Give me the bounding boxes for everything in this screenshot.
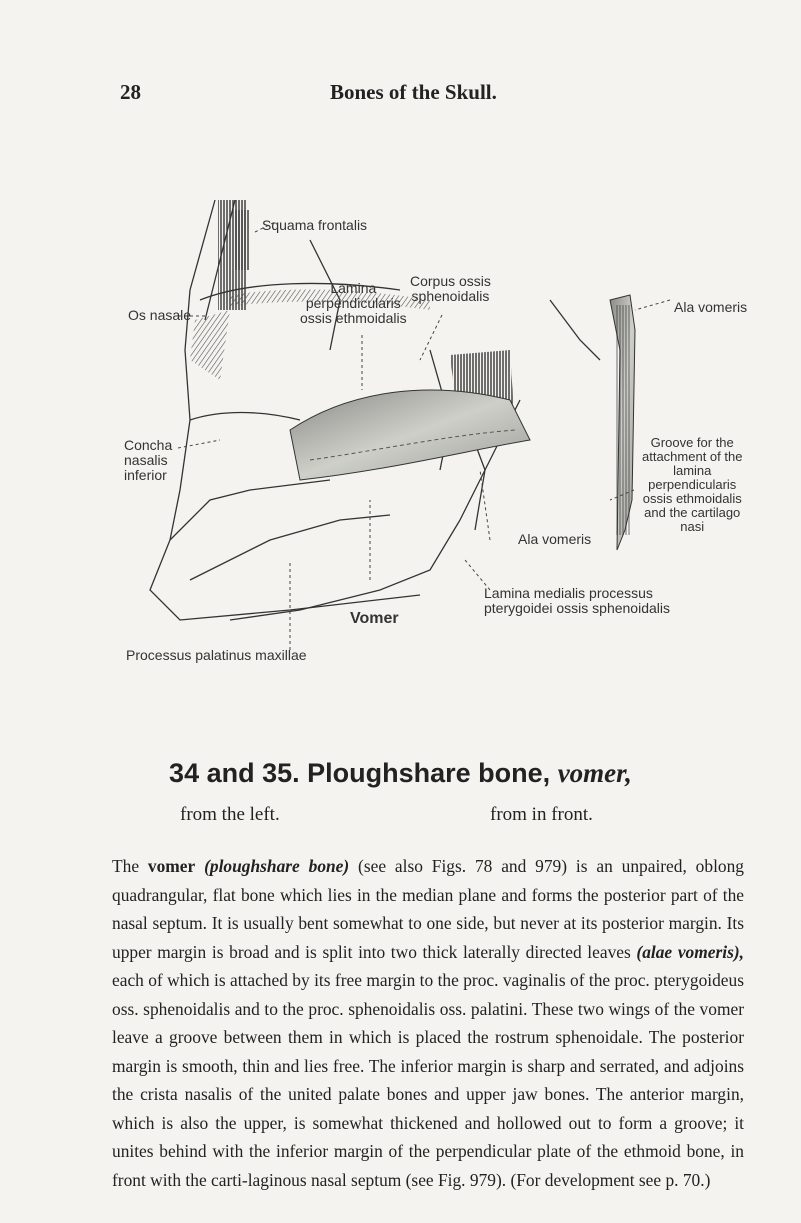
vomer-illustration xyxy=(124,170,748,690)
label-squama-frontalis: Squama frontalis xyxy=(262,217,368,233)
body-text-2: (see also Figs. 78 and 979) is an unpaired, oblong quadrangular, flat bone which lies in the median plane and forms the posterior part of the nasal septum. It is usually bent somewhat to one side, but never at its posterior margin. Its upper margin is broad and is split into two thick laterally directed leaves xyxy=(112,856,744,962)
label-os-nasale: Os nasale xyxy=(128,307,192,323)
caption-latin: vomer, xyxy=(557,758,632,788)
body-italic-1: (ploughshare bone) xyxy=(195,856,350,876)
label-concha-nasalis: Concha nasalis inferior xyxy=(124,437,173,483)
label-ala-vomeris-mid: Ala vomeris xyxy=(518,531,592,547)
page-number: 28 xyxy=(120,80,141,104)
running-title: Bones of the Skull. xyxy=(330,80,497,104)
label-processus-palatinus: Processus palatinus maxillae xyxy=(126,647,307,663)
label-lamina-perpendicularis: Lamina perpendicularis ossis ethmoidalis xyxy=(300,280,407,326)
figure-caption xyxy=(0,758,801,789)
label-vomer: Vomer xyxy=(350,610,399,627)
body-paragraph xyxy=(112,852,744,1194)
caption-number: 34 and 35. xyxy=(169,758,300,788)
body-text-3: each of which is attached by its free margin to the proc. vaginalis of the proc. pterygoideus oss. sphenoidalis and to the proc. sphenoidalis oss. palatini. These two wings of the vomer leave a groove between them in which is placed the rostrum sphenoidale. The posterior margin is smooth, thin and lies free. The inferior margin is sharp and serrated, and adjoins the crista nasalis of the united palate bones and upper jaw bones. The anterior margin, which is also the upper, is somewhat thickened and hollowed out to form a groove; it unites behind with the inferior margin of the perpendicular plate of the ethmoid bone, in front with the carti-laginous nasal septum (see Fig. 979). (For development see p. 70.) xyxy=(112,970,744,1190)
caption-title: Ploughshare bone, xyxy=(307,758,551,788)
body-italic-2: (alae vomeris), xyxy=(636,941,744,962)
label-groove: Groove for the attachment of the lamina perpendicularis ossis ethmoidalis and the cartilago nasi xyxy=(642,435,743,534)
subcaption-left: from the left. xyxy=(180,804,280,825)
subcaption-right: from in front. xyxy=(490,804,593,825)
label-lamina-medialis: Lamina medialis processus pterygoidei ossis sphenoidalis xyxy=(484,585,670,616)
body-text-1: The xyxy=(112,856,148,876)
label-corpus-ossis: Corpus ossis sphenoidalis xyxy=(410,273,491,304)
label-ala-vomeris-top: Ala vomeris xyxy=(674,299,748,315)
body-bold-vomer: vomer xyxy=(147,856,196,876)
